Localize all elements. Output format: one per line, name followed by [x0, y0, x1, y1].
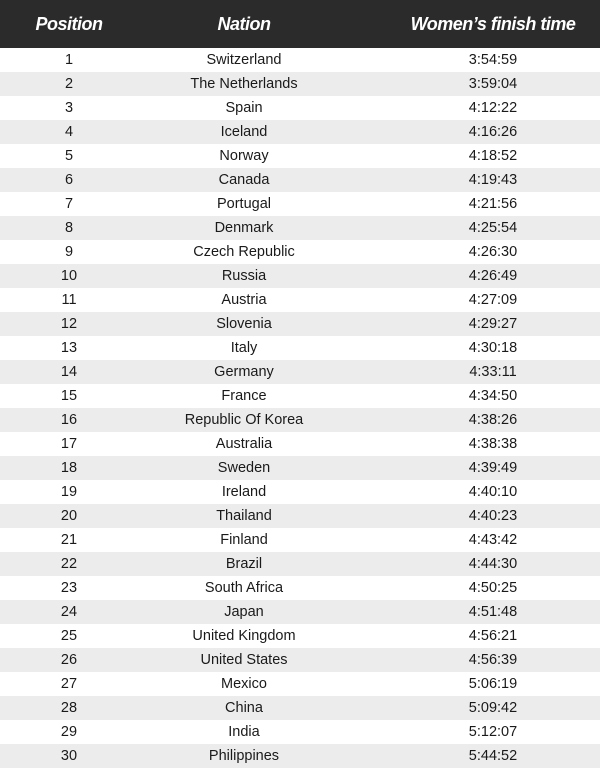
position-cell: 23 [60, 580, 78, 596]
nation-cell: France [221, 388, 267, 404]
finish-time-cell: 4:40:23 [468, 508, 518, 524]
table-row [0, 144, 600, 168]
finish-time-cell: 4:26:30 [468, 244, 518, 260]
table-header [0, 0, 600, 48]
finish-time-cell: 3:59:04 [468, 76, 518, 92]
finish-time-cell: 4:12:22 [468, 100, 518, 116]
position-cell: 2 [64, 76, 74, 92]
position-cell: 16 [60, 412, 78, 428]
table-row [0, 384, 600, 408]
table-body [0, 48, 600, 768]
table-row [0, 432, 600, 456]
nation-cell: Sweden [217, 460, 271, 476]
table-row [0, 504, 600, 528]
table-row [0, 264, 600, 288]
finish-time-cell: 4:27:09 [468, 292, 518, 308]
nation-cell: Germany [214, 364, 274, 380]
finish-time-cell: 4:25:54 [468, 220, 518, 236]
table-row [0, 720, 600, 744]
nation-cell: Thailand [216, 508, 272, 524]
finish-time-cell: 4:51:48 [468, 604, 518, 620]
position-cell: 14 [60, 364, 78, 380]
nation-cell: Norway [219, 148, 269, 164]
nation-cell: Japan [224, 604, 264, 620]
position-cell: 5 [64, 148, 74, 164]
position-cell: 21 [60, 532, 78, 548]
position-cell: 28 [60, 700, 78, 716]
table-row [0, 576, 600, 600]
position-cell: 22 [60, 556, 78, 572]
nation-cell: Russia [221, 268, 267, 284]
nation-cell: South Africa [204, 580, 284, 596]
position-cell: 8 [64, 220, 74, 236]
table-row [0, 552, 600, 576]
table-row [0, 480, 600, 504]
nation-cell: Republic Of Korea [184, 412, 304, 428]
finish-time-cell: 4:56:39 [468, 652, 518, 668]
nation-cell: United Kingdom [192, 628, 296, 644]
table-row [0, 288, 600, 312]
table-row [0, 240, 600, 264]
nation-cell: Italy [230, 340, 258, 356]
finish-time-cell: 4:29:27 [468, 316, 518, 332]
table-row [0, 744, 600, 768]
finish-time-cell: 5:44:52 [468, 748, 518, 764]
position-cell: 9 [64, 244, 74, 260]
position-cell: 10 [60, 268, 78, 284]
position-cell: 18 [60, 460, 78, 476]
finish-time-cell: 4:38:38 [468, 436, 518, 452]
finish-time-cell: 4:34:50 [468, 388, 518, 404]
nation-cell: Philippines [208, 748, 280, 764]
position-cell: 3 [64, 100, 74, 116]
table-row [0, 672, 600, 696]
position-cell: 27 [60, 676, 78, 692]
nation-cell: Brazil [225, 556, 263, 572]
table-row [0, 648, 600, 672]
nation-cell: Switzerland [206, 52, 282, 68]
finish-time-cell: 5:06:19 [468, 676, 518, 692]
table-row [0, 624, 600, 648]
position-cell: 30 [60, 748, 78, 764]
nation-cell: Portugal [216, 196, 271, 212]
finish-time-cell: 4:40:10 [468, 484, 518, 500]
position-cell: 24 [60, 604, 78, 620]
nation-cell: Canada [218, 172, 270, 188]
position-cell: 17 [60, 436, 78, 452]
position-cell: 11 [61, 292, 77, 308]
position-cell: 15 [60, 388, 78, 404]
position-cell: 1 [64, 52, 74, 68]
nation-cell: The Netherlands [190, 76, 298, 92]
position-cell: 4 [64, 124, 74, 140]
table-row [0, 336, 600, 360]
nation-cell: Australia [215, 436, 273, 452]
table-row [0, 528, 600, 552]
table-row [0, 360, 600, 384]
nation-cell: Ireland [221, 484, 267, 500]
nation-cell: Finland [220, 532, 268, 548]
nation-cell: Slovenia [216, 316, 272, 332]
finish-time-cell: 4:16:26 [468, 124, 518, 140]
nation-cell: United States [200, 652, 288, 668]
table-row [0, 168, 600, 192]
finish-time-cell: 5:09:42 [468, 700, 518, 716]
header-finish-time: Women’s finish time [410, 13, 576, 34]
table-row [0, 72, 600, 96]
nation-cell: Mexico [221, 676, 267, 692]
header-position: Position [35, 13, 103, 34]
table-row [0, 600, 600, 624]
finish-time-cell: 4:18:52 [468, 148, 518, 164]
finish-time-cell: 4:50:25 [468, 580, 518, 596]
nation-cell: Austria [221, 292, 267, 308]
table-row [0, 96, 600, 120]
finish-time-cell: 4:19:43 [468, 172, 518, 188]
finish-time-cell: 4:33:11 [469, 364, 517, 380]
position-cell: 19 [60, 484, 78, 500]
finish-time-cell: 4:43:42 [468, 532, 518, 548]
position-cell: 25 [60, 628, 78, 644]
position-cell: 13 [60, 340, 78, 356]
finish-time-cell: 4:56:21 [468, 628, 518, 644]
nation-cell: Denmark [214, 220, 274, 236]
table-row [0, 696, 600, 720]
nation-cell: Spain [225, 100, 263, 116]
finish-time-cell: 4:26:49 [468, 268, 518, 284]
nation-cell: Iceland [220, 124, 268, 140]
finish-time-cell: 4:38:26 [468, 412, 518, 428]
table-row [0, 312, 600, 336]
table-row [0, 120, 600, 144]
finish-time-cell: 4:30:18 [468, 340, 518, 356]
nation-cell: China [225, 700, 263, 716]
finish-time-cell: 4:44:30 [468, 556, 518, 572]
position-cell: 12 [60, 316, 78, 332]
nation-cell: India [228, 724, 260, 740]
table-row [0, 192, 600, 216]
table-row [0, 216, 600, 240]
position-cell: 26 [60, 652, 78, 668]
header-nation: Nation [217, 13, 271, 34]
table-row [0, 408, 600, 432]
table-row [0, 48, 600, 72]
finish-time-cell: 3:54:59 [468, 52, 518, 68]
table-row [0, 456, 600, 480]
finish-time-cell: 4:21:56 [468, 196, 518, 212]
nation-cell: Czech Republic [193, 244, 295, 260]
position-cell: 7 [64, 196, 74, 212]
position-cell: 6 [64, 172, 74, 188]
position-cell: 29 [60, 724, 78, 740]
finish-time-cell: 4:39:49 [468, 460, 518, 476]
position-cell: 20 [60, 508, 78, 524]
finish-time-cell: 5:12:07 [468, 724, 518, 740]
